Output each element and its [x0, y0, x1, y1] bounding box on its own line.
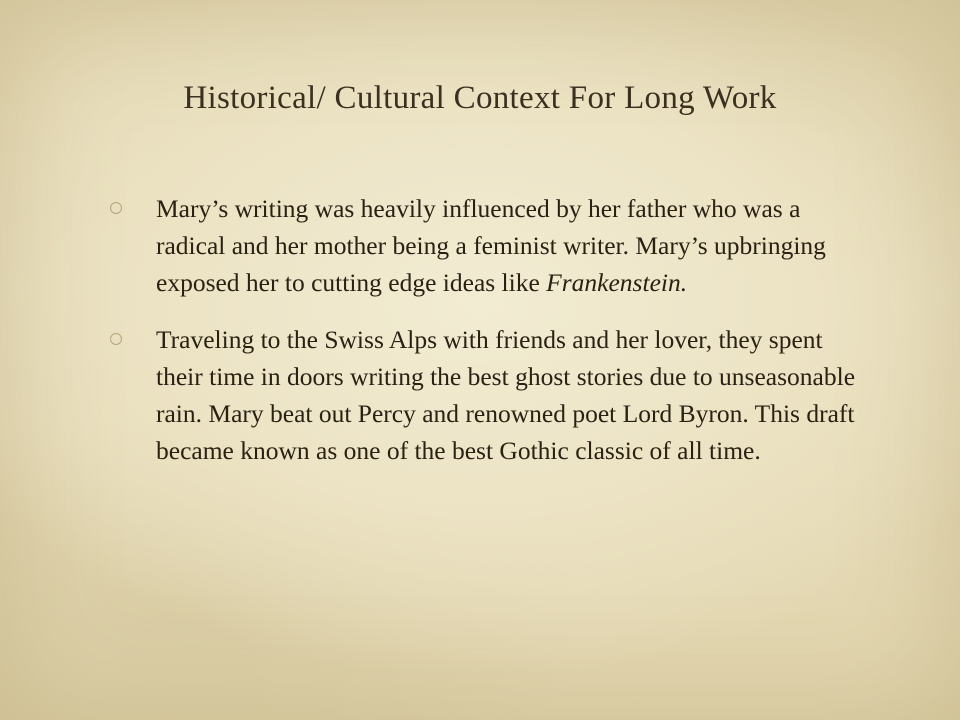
slide-title: Historical/ Cultural Context For Long Work [183, 80, 777, 116]
hollow-circle-bullet-icon [110, 333, 122, 345]
bullet-item-1 [104, 190, 864, 301]
bullet-list [104, 190, 864, 489]
bullet-1-text: Mary’s writing was heavily influenced by her father who was a radical and her mother being a feminist writer. Mary’s upbringing exposed her to cutting edge ideas like [156, 194, 826, 297]
bullet-1-italic-title: Frankenstein. [546, 268, 688, 297]
bullet-2-text: Traveling to the Swiss Alps with friends and her lover, they spent their time in doors writing the best ghost stories due to unseasonable rain. Mary beat out Percy and renowned poet Lord Byron. This draft became known as one of the best Gothic classic of all time. [156, 325, 856, 465]
hollow-circle-bullet-icon [110, 202, 122, 214]
bullet-item-2 [104, 321, 864, 469]
